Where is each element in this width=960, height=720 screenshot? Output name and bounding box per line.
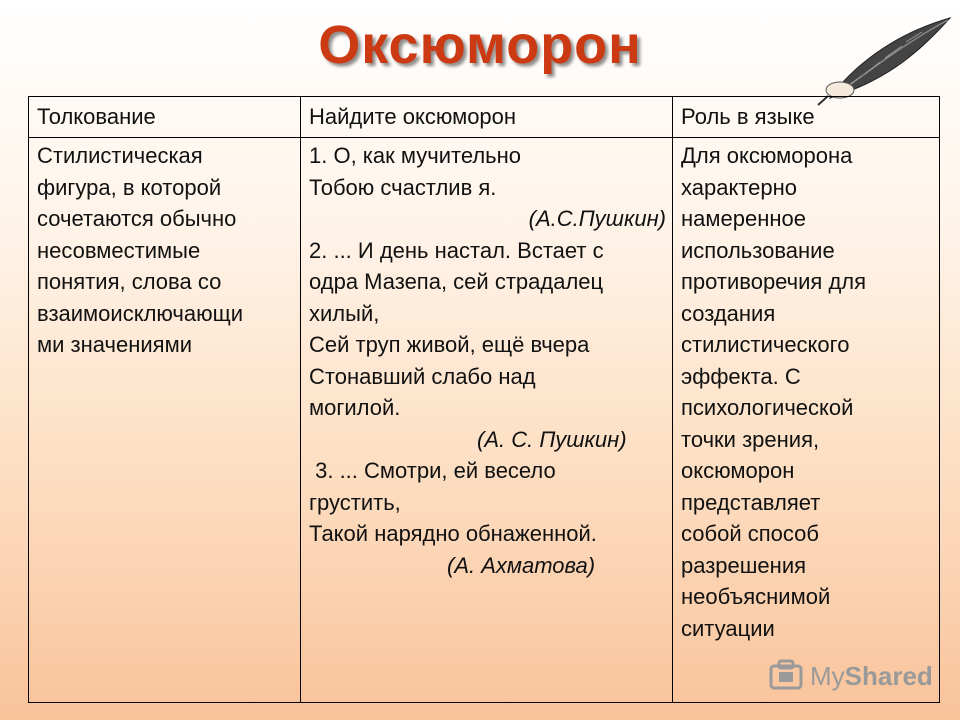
role-line: представляет: [681, 489, 821, 515]
example-line: одра Мазепа, сей страдалец: [309, 269, 604, 294]
role-line: противоречия для: [681, 269, 867, 294]
example-line: 1. О, как мучительно: [309, 143, 522, 168]
definition-line: несовместимые: [37, 237, 201, 263]
watermark-text: [810, 661, 933, 692]
page-title: Оксюморон: [318, 15, 642, 75]
oxymoron-table: [28, 96, 940, 703]
role-line: Для оксюморона: [681, 143, 853, 168]
role-line: намеренное: [681, 206, 806, 231]
example-line: могилой.: [309, 395, 401, 420]
role-line: характерно: [681, 174, 798, 200]
watermark-name: Shared: [844, 660, 933, 691]
example-author: (А. С. Пушкин): [477, 426, 627, 452]
role-line: точки зрения,: [681, 426, 820, 452]
role-line: ситуации: [681, 615, 775, 641]
definition-line: сочетаются обычно: [37, 206, 237, 231]
myshared-watermark: [768, 656, 933, 696]
example-line: 3. ... Смотри, ей весело: [309, 458, 556, 483]
role-line: оксюморон: [681, 458, 795, 483]
table-row: [29, 138, 940, 703]
table-header-row: [29, 97, 940, 138]
definition-line: Стилистическая: [37, 143, 203, 168]
example-line: грустить,: [309, 489, 401, 515]
role-line: разрешения: [681, 552, 807, 578]
role-line: психологической: [681, 395, 854, 420]
role-cell: [673, 138, 940, 703]
myshared-logo-icon: [768, 658, 804, 694]
example-author: (А.С.Пушкин): [528, 206, 666, 231]
example-line: Стонавший слабо над: [309, 363, 536, 389]
role-line: эффекта. С: [681, 363, 801, 389]
example-line: Тобою счастлив я.: [309, 174, 497, 200]
definition-line: фигура, в которой: [37, 174, 222, 200]
example-line: хилый,: [309, 300, 380, 326]
quill-pen-icon: [810, 10, 960, 110]
header-cell: Найдите оксюморон: [301, 97, 673, 138]
example-line: 2. ... И день настал. Встает с: [309, 237, 604, 263]
role-line: стилистического: [681, 332, 850, 357]
definition-cell: [29, 138, 301, 703]
example-line: Такой нарядно обнаженной.: [309, 521, 597, 546]
example-author: (А. Ахматова): [447, 552, 596, 578]
examples-cell: [301, 138, 673, 703]
definition-line: взаимоисключающи: [37, 300, 244, 326]
header-cell: Роль в языке: [673, 97, 940, 138]
definition-line: ми значениями: [37, 332, 192, 357]
role-line: создания: [681, 300, 776, 326]
header-cell: Толкование: [29, 97, 301, 138]
watermark-prefix: My: [810, 660, 845, 691]
example-line: Сей труп живой, ещё вчера: [309, 332, 590, 357]
role-line: необъяснимой: [681, 584, 831, 609]
role-line: использование: [681, 237, 835, 263]
role-line: собой способ: [681, 521, 819, 546]
definition-line: понятия, слова со: [37, 269, 222, 294]
